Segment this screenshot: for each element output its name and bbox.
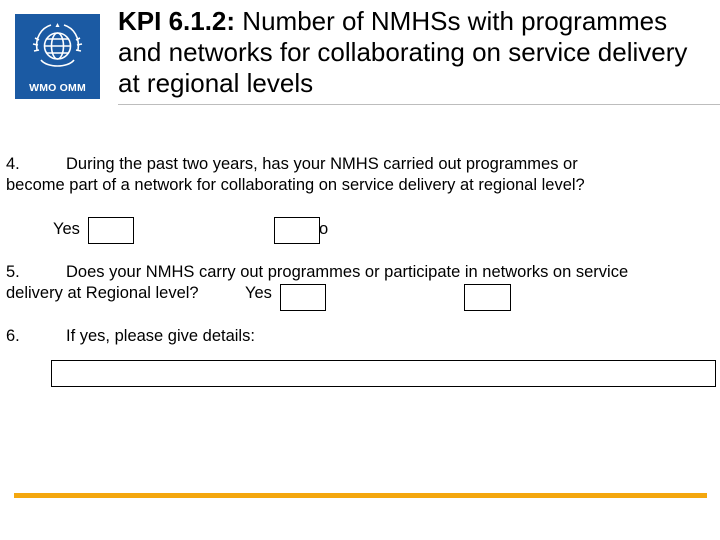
- header-divider: [118, 104, 720, 105]
- question-5-line2: delivery at Regional level?: [6, 284, 199, 302]
- kpi-label: KPI 6.1.2:: [118, 6, 236, 36]
- question-5-yes-checkbox[interactable]: [280, 284, 326, 311]
- question-5-no-checkbox[interactable]: [464, 284, 511, 311]
- question-4-line2: become part of a network for collaborating on service delivery at regional level?: [6, 176, 585, 194]
- title-text: Number of NMHSs with programmes and networks for collaborating on service delivery at regional levels: [118, 6, 688, 98]
- wmo-emblem-icon: [29, 20, 86, 78]
- question-4-no-label: o: [319, 220, 329, 238]
- question-4: [6, 154, 706, 196]
- question-6: [6, 326, 706, 347]
- question-4-no-checkbox[interactable]: [274, 217, 320, 244]
- question-6-text: If yes, please give details:: [66, 327, 255, 345]
- question-5-number: 5.: [6, 263, 20, 281]
- footer-accent-bar: [14, 493, 707, 498]
- question-5: [6, 262, 706, 304]
- question-6-number: 6.: [6, 327, 20, 345]
- page-title: [118, 6, 713, 99]
- question-4-yes-checkbox[interactable]: [88, 217, 134, 244]
- question-5-line1: Does your NMHS carry out programmes or participate in networks on service: [66, 263, 629, 281]
- question-4-yes-label: Yes: [53, 220, 80, 238]
- logo-text: WMO OMM: [29, 82, 86, 94]
- question-5-yes-label: Yes: [245, 284, 272, 302]
- question-4-line1: During the past two years, has your NMHS carried out programmes or: [66, 155, 578, 173]
- wmo-logo: [15, 14, 100, 99]
- details-input[interactable]: [51, 360, 716, 387]
- question-4-number: 4.: [6, 155, 20, 173]
